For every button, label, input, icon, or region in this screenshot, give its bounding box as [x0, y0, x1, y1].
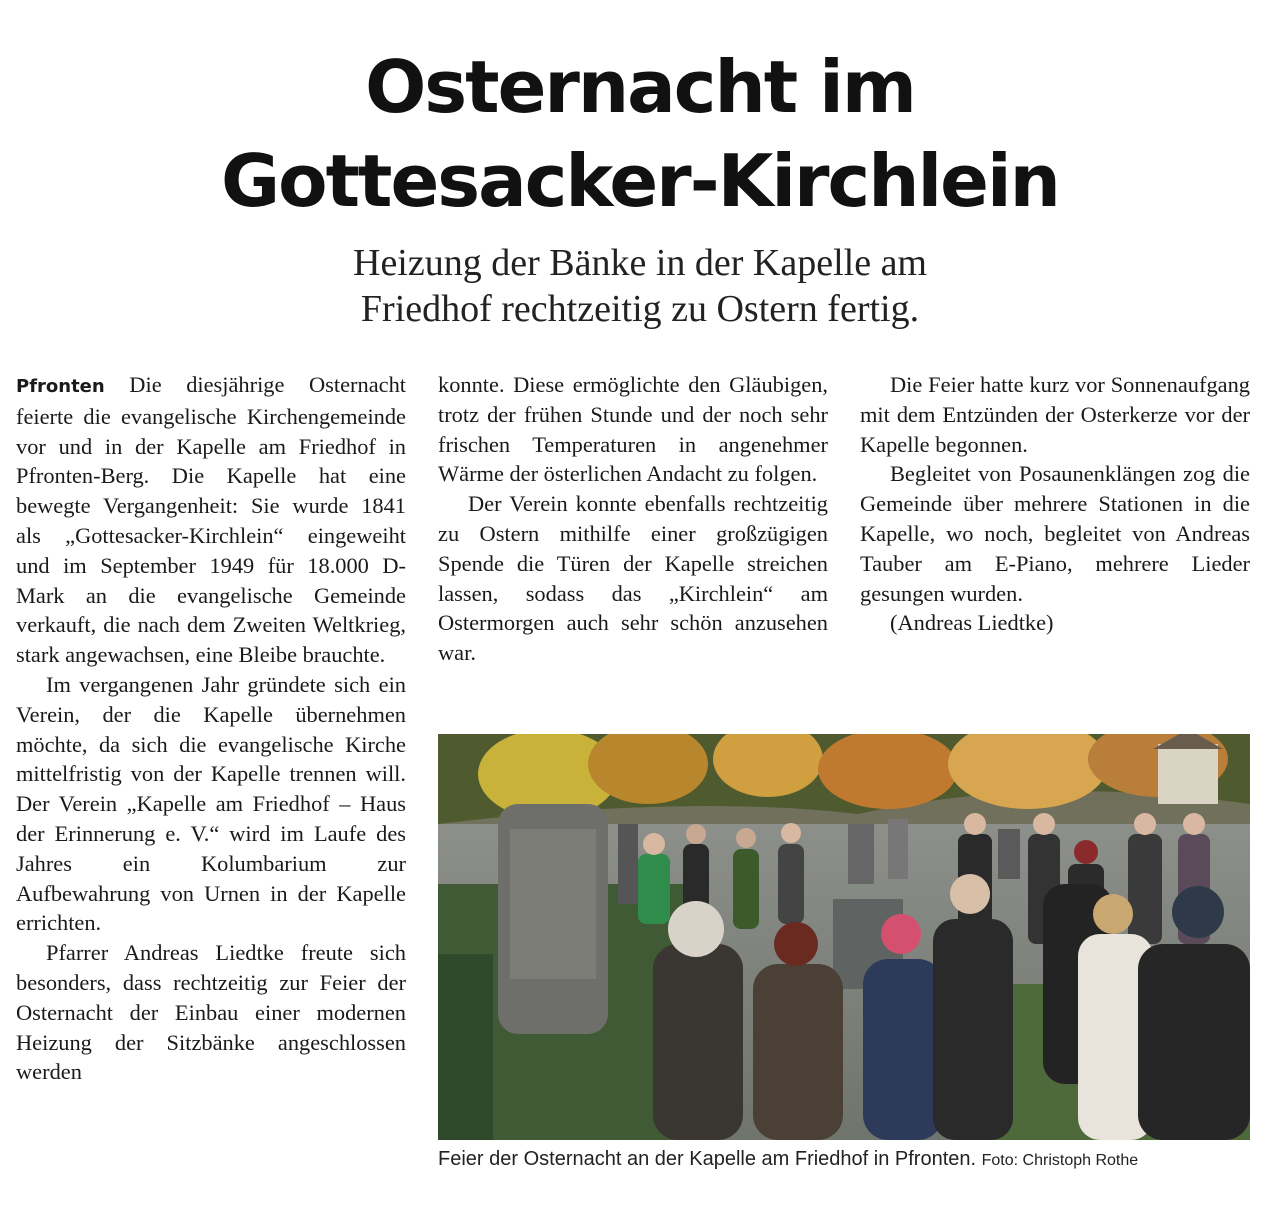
article-paragraph-4: konnte. Diese ermöglichte den Gläubigen, trotz der frühen Stunde und der noch sehr frischen Temperaturen in angenehmer Wärme der österlichen Andacht zu folgen.	[438, 372, 828, 487]
article-column-1	[16, 370, 406, 1087]
article-paragraph-3: Pfarrer Andreas Liedtke freute sich besonders, dass rechtzeitig zur Feier der Osternacht der Einbau einer modernen Heizung der Sitzbänke angeschlossen werden	[16, 940, 406, 1085]
headline-line-1: Osternacht im	[365, 45, 915, 129]
headline-line-2: Gottesacker-Kirchlein	[221, 139, 1059, 223]
photo-caption-text: Feier der Osternacht an der Kapelle am Friedhof in Pfronten.	[438, 1148, 977, 1170]
subheadline	[0, 240, 1280, 332]
article-photo	[438, 734, 1250, 1140]
headline	[0, 40, 1280, 228]
photo-caption	[438, 1146, 1258, 1174]
article-signature: (Andreas Liedtke)	[890, 610, 1054, 636]
article-column-3	[860, 370, 1250, 638]
article-column-2	[438, 370, 828, 668]
article-paragraph-2: Im vergangenen Jahr gründete sich ein Verein, der die Kapelle übernehmen möchte, da sich die evangelische Kirche mittelfristig von der Kapelle trennen will. Der Verein „Kapelle am Friedhof – Haus der Erinnerung e. V.“ wird im Laufe des Jahres ein Kolumbarium zur Aufbewahrung von Urnen in der Kapelle errichten.	[16, 671, 406, 936]
article-paragraph-1	[16, 370, 406, 670]
article-paragraph-1-text: Die diesjährige Osternacht feierte die evangelische Kirchengemeinde vor und in der Kapelle am Friedhof in Pfronten-Berg. Die Kapelle hat eine bewegte Vergangenheit: Sie wurde 1841 als „Gottesacker-Kirchlein“ eingeweiht und im September 1949 für 18.000 D-Mark an die evangelische Gemeinde verkauft, die nach dem Zweiten Weltkrieg, stark angewachsen, eine Bleibe brauchte.	[16, 372, 406, 668]
dateline: Pfronten	[16, 376, 105, 397]
article-paragraph-6: Die Feier hatte kurz vor Sonnenaufgang mit dem Entzünden der Osterkerze vor der Kapelle begonnen.	[860, 372, 1250, 457]
photo-credit: Foto: Christoph Rothe	[981, 1152, 1139, 1169]
subheadline-line-2: Friedhof rechtzeitig zu Ostern fertig.	[360, 288, 920, 330]
subheadline-line-1: Heizung der Bänke in der Kapelle am	[353, 242, 927, 284]
article-paragraph-7: Begleitet von Posaunenklängen zog die Gemeinde über mehrere Stationen in die Kapelle, wo noch, begleitet von Andreas Tauber am E-Piano, mehrere Lieder gesungen wurden.	[860, 461, 1250, 606]
article-paragraph-5: Der Verein konnte ebenfalls rechtzeitig zu Ostern mithilfe einer großzügigen Spende die Türen der Kapelle streichen lassen, sodass das „Kirchlein“ am Ostermorgen auch sehr schön anzusehen war.	[438, 491, 828, 666]
